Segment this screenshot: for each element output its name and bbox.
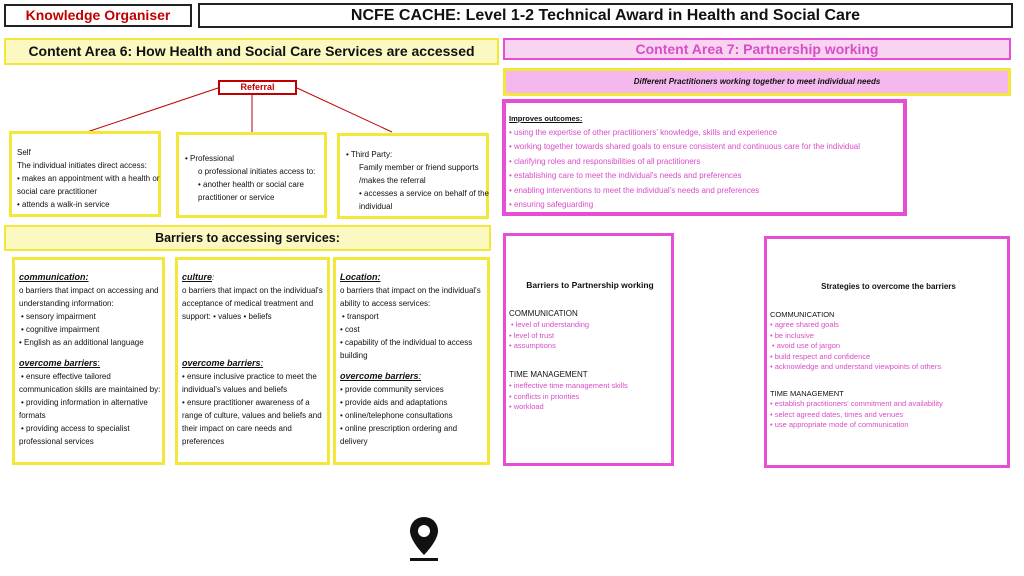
referral-professional-box bbox=[176, 132, 327, 218]
overcome-line: • provide community services bbox=[340, 385, 444, 394]
connector-self bbox=[84, 88, 218, 133]
barrier-line: o barriers that impact on the individual's bbox=[340, 286, 481, 295]
strategies-communication-heading: COMMUNICATION bbox=[770, 309, 835, 319]
barrier-line: ability to access services: bbox=[340, 299, 431, 308]
barrier-communication-box bbox=[12, 257, 165, 465]
barrier-line: • cost bbox=[340, 325, 360, 334]
barriers-heading-text: Barriers to accessing services: bbox=[155, 231, 340, 245]
overcome-line: preferences bbox=[182, 437, 225, 446]
referral-label: Referral bbox=[240, 82, 275, 92]
barriers-communication-heading: COMMUNICATION bbox=[509, 308, 578, 318]
overcome-line: their impact on care needs and bbox=[182, 424, 292, 433]
overcome-line: • providing access to specialist bbox=[21, 424, 130, 433]
partnership-subtitle-text: Different Practitioners working together to meet individual needs bbox=[633, 77, 881, 86]
overcome-line: • ensure practitioner awareness of a bbox=[182, 398, 310, 407]
referral-self-line: The individual initiates direct access: bbox=[17, 161, 147, 170]
strategies-title: Strategies to overcome the barriers bbox=[821, 282, 956, 291]
barrier-culture-heading: culture bbox=[182, 272, 213, 282]
strategies-communication-item: • be inclusive bbox=[770, 330, 814, 340]
referral-self-line: • attends a walk-in service bbox=[17, 200, 110, 209]
barrier-line: • cognitive impairment bbox=[21, 325, 100, 334]
referral-professional-line: o professional initiates access to: bbox=[198, 167, 316, 176]
overcome-line: • ensure effective tailored bbox=[21, 372, 111, 381]
barrier-culture-box bbox=[175, 257, 330, 465]
barriers-communication-item: • level of trust bbox=[509, 330, 555, 340]
page-title-text: NCFE CACHE: Level 1-2 Technical Award in Health and Social Care bbox=[350, 7, 861, 24]
barriers-communication-item: • level of understanding bbox=[511, 320, 590, 329]
referral-third-party-line: /makes the referral bbox=[359, 176, 426, 185]
strategies-time-heading: TIME MANAGEMENT bbox=[770, 388, 844, 398]
barrier-line: o barriers that impact on accessing and bbox=[19, 286, 159, 295]
referral-third-party-line: • accesses a service on behalf of the bbox=[359, 189, 489, 198]
referral-third-party-box bbox=[337, 133, 489, 219]
map-pin-icon[interactable] bbox=[406, 515, 442, 563]
improves-outcomes-heading: Improves outcomes: bbox=[509, 114, 583, 123]
outcome-item: • ensuring safeguarding bbox=[509, 200, 594, 209]
connector-third-party bbox=[297, 88, 392, 132]
strategies-communication-item: • acknowledge and understand viewpoints of others bbox=[770, 362, 942, 371]
overcome-barriers-heading: overcome barriers: bbox=[340, 371, 422, 381]
barrier-line: • sensory impairment bbox=[21, 312, 96, 321]
barrier-culture-heading-line: culture: bbox=[182, 272, 215, 282]
barrier-communication-heading: communication: bbox=[19, 272, 89, 282]
improves-outcomes-box bbox=[502, 99, 907, 216]
barriers-time-item: • ineffective time management skills bbox=[509, 381, 628, 390]
overcome-line: • providing information in alternative bbox=[21, 398, 148, 407]
overcome-line: • ensure inclusive practice to meet the bbox=[182, 372, 317, 381]
strategies-time-item: • select agreed dates, times and venues bbox=[770, 409, 904, 419]
overcome-line: communication skills are maintained by: bbox=[19, 385, 161, 394]
outcome-item: • establishing care to meet the individual's needs and preferences bbox=[509, 171, 742, 180]
barrier-line: building bbox=[340, 351, 368, 360]
barriers-partnership-box bbox=[503, 233, 674, 466]
referral-self-line: social care practitioner bbox=[17, 187, 98, 196]
barrier-line: understanding information: bbox=[19, 299, 114, 308]
outcome-item: • clarifying roles and responsibilities of all practitioners bbox=[509, 156, 701, 166]
overcome-line: individual's values and beliefs bbox=[182, 385, 288, 394]
barriers-time-heading: TIME MANAGEMENT bbox=[509, 369, 588, 379]
overcome-line: • provide aids and adaptations bbox=[340, 398, 448, 407]
referral-professional-line: • Professional bbox=[185, 154, 235, 163]
barrier-line: • capability of the individual to access bbox=[340, 338, 473, 347]
barrier-location-box bbox=[333, 257, 490, 465]
referral-self-box bbox=[9, 131, 161, 217]
barrier-location-heading: Location: bbox=[340, 272, 381, 282]
referral-box bbox=[218, 80, 297, 95]
strategies-time-item: • use appropriate mode of communication bbox=[770, 420, 909, 429]
barriers-communication-item: • assumptions bbox=[509, 341, 556, 350]
barrier-line: • transport bbox=[342, 312, 379, 321]
barriers-partnership-title: Barriers to Partnership working bbox=[526, 280, 654, 290]
barriers-time-item: • workload bbox=[509, 402, 544, 411]
content-area-7-title-text: Content Area 7: Partnership working bbox=[635, 41, 879, 57]
barrier-line: • English as an additional language bbox=[19, 338, 144, 347]
referral-professional-line: • another health or social care bbox=[198, 180, 304, 189]
referral-third-party-line: Family member or friend supports bbox=[359, 163, 479, 172]
referral-third-party-line: individual bbox=[359, 202, 393, 211]
barriers-time-item: • conflicts in priorities bbox=[509, 391, 580, 401]
overcome-line: range of culture, values and beliefs and bbox=[182, 411, 322, 420]
outcome-item: • using the expertise of other practitioners' knowledge, skills and experience bbox=[509, 127, 778, 137]
overcome-line: formats bbox=[19, 411, 46, 420]
outcome-item: • enabling interventions to meet the individual's needs and preferences bbox=[509, 185, 760, 195]
barrier-line: support: • values • beliefs bbox=[182, 312, 272, 321]
overcome-barriers-heading: overcome barriers: bbox=[19, 358, 101, 368]
overcome-barriers-heading: overcome barriers: bbox=[182, 358, 264, 368]
overcome-line: • online/telephone consultations bbox=[340, 411, 453, 420]
referral-third-party-line: • Third Party: bbox=[346, 150, 393, 159]
strategies-communication-item: • agree shared goals bbox=[770, 320, 839, 329]
strategies-time-item: • establish practitioners' commitment and availability bbox=[770, 399, 943, 408]
overcome-line: delivery bbox=[340, 437, 368, 446]
content-area-6-title-text: Content Area 6: How Health and Social Care Services are accessed bbox=[28, 43, 475, 59]
barriers-heading bbox=[4, 225, 491, 251]
overcome-line: professional services bbox=[19, 437, 94, 446]
referral-self-line: • makes an appointment with a health or bbox=[17, 174, 160, 183]
knowledge-organiser-text: Knowledge Organiser bbox=[25, 7, 171, 23]
referral-professional-line: practitioner or service bbox=[198, 193, 275, 202]
strategies-box bbox=[764, 236, 1010, 468]
outcome-item: • working together towards shared goals to ensure consistent and continuous care for the individual bbox=[509, 142, 861, 151]
strategies-communication-item: • build respect and confidence bbox=[770, 351, 871, 361]
strategies-communication-item: • avoid use of jargon bbox=[772, 341, 841, 350]
overcome-line: • online prescription ordering and bbox=[340, 424, 458, 433]
barrier-line: acceptance of medical treatment and bbox=[182, 299, 314, 308]
referral-self-line: Self bbox=[17, 148, 31, 157]
barrier-line: o barriers that impact on the individual's bbox=[182, 286, 323, 295]
